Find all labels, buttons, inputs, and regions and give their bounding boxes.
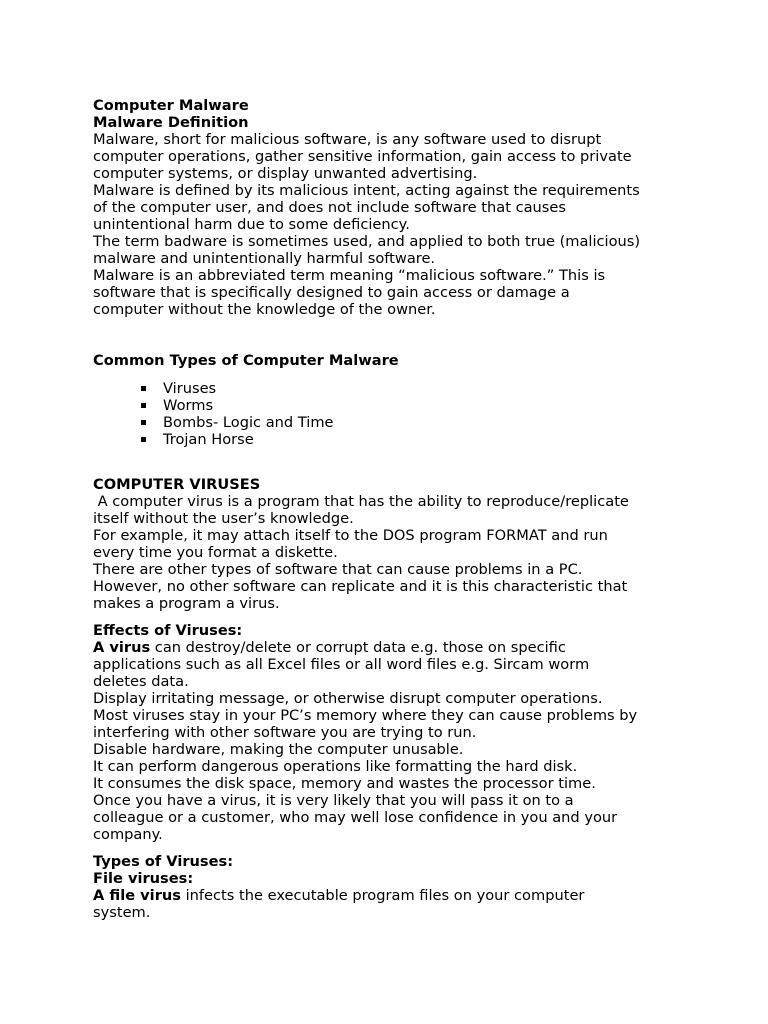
text-line: For example, it may attach itself to the DOS program FORMAT and run: [93, 527, 608, 544]
text-line: every time you format a diskette.: [93, 544, 338, 561]
text-line: However, no other software can replicate and it is this characteristic that: [93, 578, 628, 595]
subheading-file-viruses: File viruses:: [93, 870, 194, 887]
text-line: makes a program a virus.: [93, 595, 280, 612]
document-title: Computer Malware: [93, 97, 249, 114]
text-line: A virus can destroy/delete or corrupt data e.g. those on specific: [93, 639, 566, 656]
definition-paragraph: [93, 131, 683, 318]
text-line: Most viruses stay in your PC’s memory where they can cause problems by: [93, 707, 638, 724]
text-line: computer without the knowledge of the owner.: [93, 301, 436, 318]
text-line: A file virus infects the executable program files on your computer: [93, 887, 585, 904]
file-viruses-paragraph: [93, 887, 683, 921]
square-bullet-icon: [141, 386, 146, 391]
text-line: A computer virus is a program that has the ability to reproduce/replicate: [93, 493, 629, 510]
list-item: Worms: [93, 397, 683, 414]
text-line: interfering with other software you are trying to run.: [93, 724, 477, 741]
text-line: software that is specifically designed to gain access or damage a: [93, 284, 570, 301]
section-heading-effects: Effects of Viruses:: [93, 622, 243, 639]
text-line: malware and unintentionally harmful software.: [93, 250, 436, 267]
effects-paragraph: [93, 639, 683, 843]
text-line: There are other types of software that can cause problems in a PC.: [93, 561, 583, 578]
text-line: computer systems, or display unwanted advertising.: [93, 165, 478, 182]
section-heading-types-of-viruses: Types of Viruses:: [93, 853, 234, 870]
square-bullet-icon: [141, 420, 146, 425]
section-heading-malware-definition: Malware Definition: [93, 114, 249, 131]
text-line: Malware is defined by its malicious intent, acting against the requirements: [93, 182, 640, 199]
viruses-paragraph: [93, 493, 683, 612]
document-body: [93, 97, 683, 921]
square-bullet-icon: [141, 403, 146, 408]
text-line: Display irritating message, or otherwise disrupt computer operations.: [93, 690, 603, 707]
text-line: of the computer user, and does not include software that causes: [93, 199, 566, 216]
section-heading-computer-viruses: COMPUTER VIRUSES: [93, 476, 261, 493]
text-line: unintentional harm due to some deficiency.: [93, 216, 410, 233]
malware-types-list: [93, 380, 683, 448]
text-line: colleague or a customer, who may well lose confidence in you and your: [93, 809, 618, 826]
text-line: applications such as all Excel files or all word files e.g. Sircam worm: [93, 656, 590, 673]
text-line: Malware is an abbreviated term meaning “malicious software.” This is: [93, 267, 606, 284]
text-line: system.: [93, 904, 151, 921]
text-line: It consumes the disk space, memory and wastes the processor time.: [93, 775, 596, 792]
square-bullet-icon: [141, 437, 146, 442]
text-line: itself without the user’s knowledge.: [93, 510, 354, 527]
text-line: Disable hardware, making the computer unusable.: [93, 741, 464, 758]
text-line: company.: [93, 826, 163, 843]
text-line: The term badware is sometimes used, and applied to both true (malicious): [93, 233, 641, 250]
text-line: Malware, short for malicious software, is any software used to disrupt: [93, 131, 602, 148]
text-line: It can perform dangerous operations like formatting the hard disk.: [93, 758, 578, 775]
text-line: deletes data.: [93, 673, 189, 690]
text-line: computer operations, gather sensitive information, gain access to private: [93, 148, 632, 165]
section-heading-common-types: Common Types of Computer Malware: [93, 352, 399, 369]
list-item: Bombs- Logic and Time: [93, 414, 683, 431]
list-item: Viruses: [93, 380, 683, 397]
text-line: Once you have a virus, it is very likely that you will pass it on to a: [93, 792, 574, 809]
list-item: Trojan Horse: [93, 431, 683, 448]
